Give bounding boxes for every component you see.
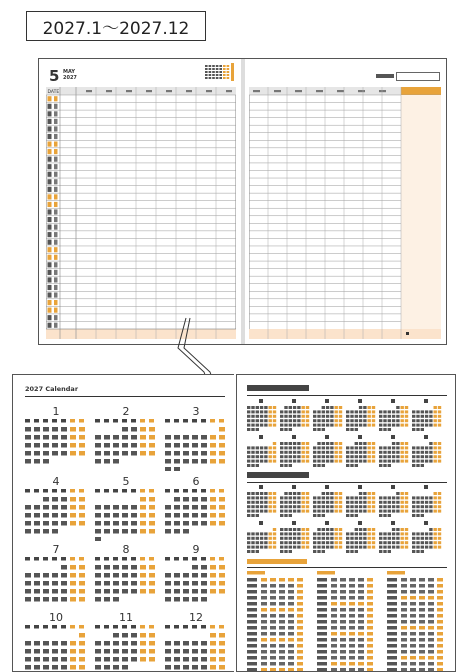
day-number <box>48 202 52 207</box>
month-number-mark <box>391 435 395 439</box>
weekday-mark <box>54 315 58 320</box>
day-number <box>48 149 52 154</box>
day-number <box>48 225 52 230</box>
month-label-5: 5 <box>122 475 130 488</box>
weekday-mark <box>54 149 58 154</box>
month-grid-9 <box>165 557 227 609</box>
weekday-mark <box>54 217 58 222</box>
weekday-mark <box>54 172 58 177</box>
month-label-1: 1 <box>52 405 60 418</box>
month-number-mark <box>358 399 362 403</box>
weekday-mark <box>54 179 58 184</box>
weekday-mark <box>54 209 58 214</box>
weekday-mark <box>54 285 58 290</box>
month-number-mark <box>391 521 395 525</box>
weekday-mark <box>54 157 58 162</box>
month-grid-8 <box>95 557 157 609</box>
month-number-mark <box>259 435 263 439</box>
month-number-mark <box>325 399 329 403</box>
month-number-mark <box>292 485 296 489</box>
month-number-mark <box>259 485 263 489</box>
field-label-bar <box>376 74 394 78</box>
month-label <box>63 69 77 81</box>
month-label-6: 6 <box>192 475 200 488</box>
day-number <box>48 277 52 282</box>
month-number-mark <box>259 399 263 403</box>
total-row <box>46 329 236 339</box>
day-number <box>48 179 52 184</box>
day-number <box>48 111 52 116</box>
month-number-mark <box>424 399 428 403</box>
day-number <box>48 247 52 252</box>
month-number-mark <box>424 435 428 439</box>
day-number <box>48 141 52 146</box>
weekday-mark <box>54 111 58 116</box>
weekday-mark <box>54 126 58 131</box>
next-year-calendar-grid-a <box>247 399 447 469</box>
month-number-mark <box>292 521 296 525</box>
month-number-mark <box>358 435 362 439</box>
holiday-column-title <box>387 571 405 575</box>
day-number <box>48 323 52 328</box>
month-label-name: MAY <box>63 69 75 75</box>
month-number-mark <box>292 399 296 403</box>
weekday-mark <box>54 202 58 207</box>
month-label-10: 10 <box>49 611 63 624</box>
day-number <box>48 240 52 245</box>
weekday-mark <box>54 104 58 109</box>
title-rule <box>25 396 225 397</box>
planner-left-page <box>39 59 241 344</box>
month-number-mark <box>325 521 329 525</box>
weekday-mark <box>54 96 58 101</box>
holiday-column-title <box>247 571 265 575</box>
month-grid-6 <box>165 489 227 541</box>
day-number <box>48 187 52 192</box>
total-column-header <box>401 87 441 95</box>
weekday-mark <box>54 277 58 282</box>
total-row <box>249 329 441 339</box>
month-number-mark <box>391 399 395 403</box>
month-grid-1 <box>25 419 87 471</box>
month-number-mark <box>358 485 362 489</box>
day-number <box>48 255 52 260</box>
day-number <box>48 308 52 313</box>
title-bar-1 <box>247 383 317 393</box>
day-number <box>48 315 52 320</box>
planner-right-grid <box>249 87 441 339</box>
month-grid-5 <box>95 489 157 541</box>
month-label-2: 2 <box>122 405 130 418</box>
total-mark <box>406 332 409 335</box>
month-grid-2 <box>95 419 157 471</box>
weekday-mark <box>54 247 58 252</box>
weekday-mark <box>54 323 58 328</box>
mini-calendar-icon <box>205 63 235 81</box>
day-number <box>48 217 52 222</box>
day-number <box>48 270 52 275</box>
total-column <box>401 95 441 329</box>
weekday-mark <box>54 262 58 267</box>
yearly-calendar-page-right <box>236 374 456 672</box>
weekday-mark <box>54 270 58 275</box>
month-number-mark <box>292 435 296 439</box>
month-number: 5 <box>49 67 60 85</box>
calendar-title: 2027 Calendar <box>25 385 79 393</box>
weekday-mark <box>54 292 58 297</box>
weekday-mark <box>54 187 58 192</box>
month-number-mark <box>259 521 263 525</box>
day-number <box>48 134 52 139</box>
month-number-mark <box>325 485 329 489</box>
day-number <box>48 300 52 305</box>
date-range-title: 2027.1～2027.12 <box>26 11 206 41</box>
day-number <box>48 209 52 214</box>
planner-left-grid <box>46 87 236 339</box>
weekday-mark <box>54 300 58 305</box>
month-number-mark <box>391 485 395 489</box>
date-header: DATE <box>47 90 60 95</box>
month-grid-11 <box>95 625 157 672</box>
month-label-4: 4 <box>52 475 60 488</box>
day-number <box>48 292 52 297</box>
holiday-title-bar <box>247 557 317 567</box>
month-label-9: 9 <box>192 543 200 556</box>
planner-right-page <box>245 59 446 344</box>
title-bar-2 <box>247 470 317 480</box>
month-grid-3 <box>165 419 227 471</box>
month-number-mark <box>424 485 428 489</box>
holiday-list <box>247 571 452 671</box>
month-label-7: 7 <box>52 543 60 556</box>
month-label-3: 3 <box>192 405 200 418</box>
name-field-box[interactable] <box>396 72 440 81</box>
day-number <box>48 157 52 162</box>
weekday-mark <box>54 308 58 313</box>
month-grid-4 <box>25 489 87 541</box>
title-rule-3 <box>247 567 447 568</box>
weekday-mark <box>54 194 58 199</box>
month-label-8: 8 <box>122 543 130 556</box>
day-number <box>48 172 52 177</box>
day-number <box>48 119 52 124</box>
month-grid-12 <box>165 625 227 672</box>
month-grid-10 <box>25 625 87 672</box>
planner-spread <box>38 58 447 345</box>
weekday-mark <box>54 164 58 169</box>
month-number-mark <box>424 521 428 525</box>
day-number <box>48 232 52 237</box>
day-number <box>48 104 52 109</box>
day-number <box>48 164 52 169</box>
month-number-mark <box>358 521 362 525</box>
day-number <box>48 262 52 267</box>
yearly-calendar-page-left <box>12 374 234 672</box>
month-label-11: 11 <box>119 611 133 624</box>
day-number <box>48 96 52 101</box>
weekday-mark <box>54 134 58 139</box>
weekday-mark <box>54 255 58 260</box>
day-number <box>48 126 52 131</box>
weekday-mark <box>54 232 58 237</box>
weekday-mark <box>54 225 58 230</box>
month-label-year: 2027 <box>63 75 77 81</box>
grid-frame <box>46 87 236 339</box>
month-label-12: 12 <box>189 611 203 624</box>
day-number <box>48 194 52 199</box>
weekday-mark <box>54 240 58 245</box>
day-number <box>48 285 52 290</box>
month-number-mark <box>325 435 329 439</box>
weekday-mark <box>54 119 58 124</box>
title-rule-2 <box>247 482 447 483</box>
weekday-mark <box>54 141 58 146</box>
next-year-calendar-grid-b <box>247 485 447 555</box>
month-grid-7 <box>25 557 87 609</box>
title-rule-1 <box>247 395 447 396</box>
holiday-column-title <box>317 571 335 575</box>
